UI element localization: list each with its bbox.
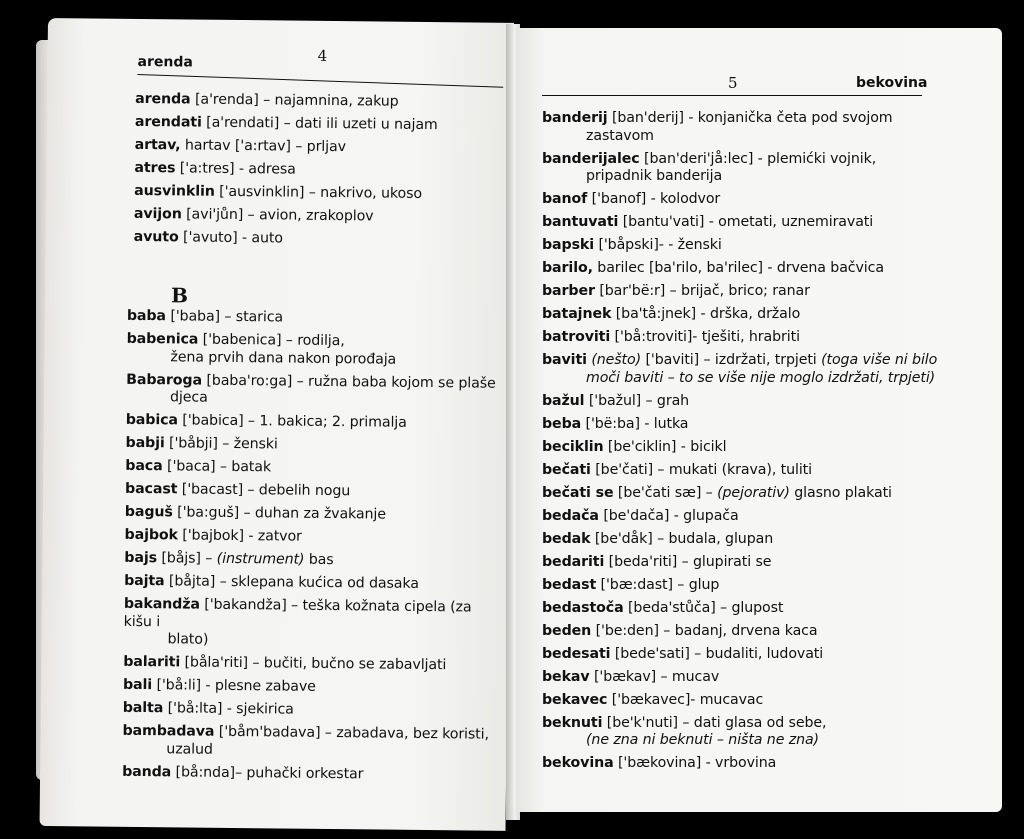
definition: ['bækovina] - vrbovina [613,755,777,771]
left-page [40,18,514,831]
example-wrap: (ne zna ni beknuti – ništa ne zna) [586,732,819,748]
headword: bažul [542,392,585,409]
headword: bajta [124,572,165,590]
dictionary-entry [542,151,982,186]
definition: ['banof] - kolodvor [587,191,721,207]
headword: bekovina [542,755,614,771]
definition: [a'rendati] – dati ili uzeti u najam [201,114,438,134]
dictionary-entry [123,654,503,675]
definition: [ban'derij] - konjanička četa pod svojom [607,110,893,126]
dictionary-entry [542,646,982,664]
dictionary-entry [542,669,982,687]
headword: baviti [542,352,587,368]
headword: bedača [542,507,599,524]
definition: ['bajbok] - zatvor [177,527,302,545]
dictionary-entry [542,554,982,572]
headword: bajs [124,549,158,567]
dictionary-entry [542,715,982,750]
definition: ['ba:guš] – duhan za žvakanje [172,504,387,523]
headword: bedastoča [542,599,624,616]
definition: barilec [ba'rilo, ba'rilec] - drvena bačvica [592,260,884,276]
definition: [be'čati sæ] – [613,484,718,501]
definition: [be'ciklin] - bicikl [603,438,727,455]
definition: ['bå:li] - plesne zabave [151,677,316,695]
dictionary-entry [542,439,982,457]
definition-continued: glasno plakati [789,484,892,501]
dictionary-entry [124,573,504,594]
headword: Babaroga [126,371,203,389]
definition: [båjta] – sklepana kućica od dasaka [164,573,419,592]
dictionary-entry [122,763,502,784]
left-entries-top [134,91,506,256]
usage-note: (pejorativ) [717,484,790,501]
right-page-number: 5 [728,74,738,92]
dictionary-entry [123,700,503,721]
definition: [beda'stůča] – glupost [623,599,784,616]
definition: ['ausvinklin] – nakrivo, ukoso [214,183,423,202]
headword: bedast [542,576,597,593]
headword: bekav [542,668,590,685]
definition-wrap: uzalud [166,740,213,758]
definition: ['bë:ba] - lutka [581,415,689,432]
dictionary-entry [542,352,982,387]
definition: [be'k'nuti] – dati glasa od sebe, [602,714,827,731]
headword: balta [122,699,164,717]
left-header [48,46,514,71]
dictionary-entry [542,260,982,278]
definition: ['bå:lta] - sjekirica [163,700,294,718]
dictionary-entry [126,371,506,410]
definition: ['be:den] – badanj, drvena kaca [591,622,818,639]
definition: [ban'deri'jå:lec] - plemićki vojnik, [639,150,877,167]
dictionary-entry [134,229,504,250]
dictionary-entry [542,531,982,549]
definition: [bar'bë:r] – brijač, brico; ranar [594,283,810,299]
headword: batajnek [542,306,612,322]
dictionary-entry [134,206,504,227]
definition-wrap: djeca [169,389,208,406]
section-letter-b: B [170,283,189,308]
definition: ['bækav] – mucav [589,668,720,685]
definition: [baba'ro:ga] – ružna baba kojom se plaše [201,372,496,392]
example-note: (toga više ni bilo [821,352,938,368]
definition: ['avuto] - auto [178,229,284,247]
left-entries-b [122,308,507,790]
headword: atres [134,159,176,177]
headword: babenica [126,330,199,348]
dictionary-entry [542,416,982,434]
headword: banda [122,763,172,780]
usage-note: (nešto) [591,352,642,368]
definition: [be'dača] - glupača [598,507,739,524]
definition: [bantu'vati] - ometati, uznemiravati [618,214,874,230]
dictionary-entry [135,91,505,112]
headword: balariti [123,653,181,671]
dictionary-entry [126,331,506,370]
usage-note: (instrument) [216,550,305,568]
definition: [be'dåk] – budala, glupan [590,530,774,547]
headword: bedesati [542,645,611,662]
headword: bečati [542,461,591,478]
dictionary-entry [542,577,982,595]
headword: babica [125,411,179,429]
definition: ['bakandža] – teška kožnata cipela (za kišu i [123,596,472,630]
headword: beciklin [542,438,604,455]
dictionary-entry [542,623,982,641]
definition: ['a:tres] - adresa [175,160,296,178]
headword: beknuti [542,714,603,731]
dictionary-entry [124,527,504,548]
dictionary-entry [125,481,505,502]
dictionary-entry [124,550,504,571]
definition-wrap: blato) [167,631,209,648]
headword: baguš [124,503,173,521]
headword: avuto [133,228,179,246]
dictionary-entry [134,160,504,181]
dictionary-entry [542,329,982,347]
definition: ['bæ:dast] – glup [596,576,720,593]
headword: bečati se [542,484,614,501]
headword: banderijalec [542,150,640,167]
headword: bali [122,676,153,694]
definition: hartav ['a:rtav] – prljav [180,137,347,156]
dictionary-entry [542,110,982,145]
right-page [516,28,1002,812]
definition: ['båm'badava] – zabadava, bez koristi, [214,723,490,743]
headword: bedariti [542,553,605,570]
dictionary-entry [542,755,982,773]
dictionary-entry [122,723,502,762]
definition-wrap: pripadnik banderija [586,168,723,184]
dictionary-entry [125,435,505,456]
headword: bajbok [124,526,179,544]
headword: avijon [133,205,182,223]
right-header-word: bekovina [856,75,928,91]
headword: banof [542,191,588,207]
headword: batroviti [542,329,611,345]
dictionary-entry [542,485,982,503]
definition: ['bacast] – debelih nogu [177,481,351,500]
definition: ['båpski]- - ženski [594,237,722,253]
definition-wrap: žena prvih dana nakon porođaja [170,348,397,368]
left-page-number: 4 [317,46,328,65]
left-header-word: arenda [137,53,193,71]
definition: [bå:nda]– puhački orkestar [171,763,364,782]
headword: ausvinklin [134,182,215,200]
dictionary-entry [542,237,982,255]
dictionary-entry [125,458,505,479]
definition-wrap: zastavom [586,127,654,144]
definition: [beda'riti] – glupirati se [604,553,772,570]
definition: [a'renda] – najamnina, zakup [190,91,399,110]
headword: bekavec [542,691,608,708]
headword: bacast [124,480,178,498]
definition: [be'čati] – mukati (krava), tuliti [590,461,812,478]
dictionary-entry [542,306,982,324]
headword: banderij [542,110,608,126]
definition: [båjs] – [156,550,217,567]
dictionary-entry [123,677,503,698]
headword: baca [125,457,163,475]
dictionary-entry [542,214,982,232]
dictionary-entry [134,183,504,204]
definition-continued: bas [304,551,334,569]
definition: ['baba] – starica [165,308,284,326]
dictionary-entry [542,692,982,710]
dictionary-entry [542,283,982,301]
definition: [avi'jůn] – avion, zrakoplov [181,206,374,225]
headword: beden [542,622,592,639]
headword: barilo, [542,260,593,276]
dictionary-entry [135,114,505,135]
headword: beba [542,415,582,432]
headword: baba [126,307,167,325]
definition: ['bækavec]- mucavac [607,691,764,708]
example-wrap: moči baviti – to se više nije moglo izdržati, trpjeti) [586,369,936,386]
definition: ['bažul] – grah [584,392,690,409]
dictionary-entry [125,504,505,525]
headword: barber [542,283,595,299]
definition: [bede'sati] – budaliti, ludovati [610,645,824,662]
dictionary-entry [542,508,982,526]
definition: ['bå:troviti]- tješiti, hrabriti [610,329,800,345]
definition: ['baca] – batak [162,458,272,476]
definition: [ba'tå:jnek] - drška, držalo [611,306,801,322]
dictionary-entry [127,308,507,329]
dictionary-entry [126,412,506,433]
dictionary-entry [542,191,982,209]
headword: artav, [134,136,181,154]
definition: ['babica] – 1. bakica; 2. primalja [177,412,407,431]
left-header-rule [137,74,503,88]
definition-continued: ['baviti] – izdržati, trpjeti [641,352,822,368]
headword: babji [125,434,165,452]
definition: ['båbji] – ženski [164,435,278,453]
definition: ['babenica] – rodilja, [198,331,345,350]
headword: bapski [542,237,595,253]
dictionary-entry [542,462,982,480]
headword: bambadava [122,722,215,740]
headword: arenda [135,90,191,108]
right-header-rule [542,95,922,96]
headword: bakandža [123,595,200,613]
dictionary-entry [542,393,982,411]
headword: arendati [134,113,202,131]
dictionary-entry [542,600,982,618]
right-entries [542,110,982,778]
headword: bantuvati [542,214,619,230]
dictionary-entry [135,137,505,158]
definition: [båla'riti] – bučiti, bučno se zabavljati [180,654,447,674]
headword: bedak [542,530,591,547]
dictionary-entry [123,596,504,652]
